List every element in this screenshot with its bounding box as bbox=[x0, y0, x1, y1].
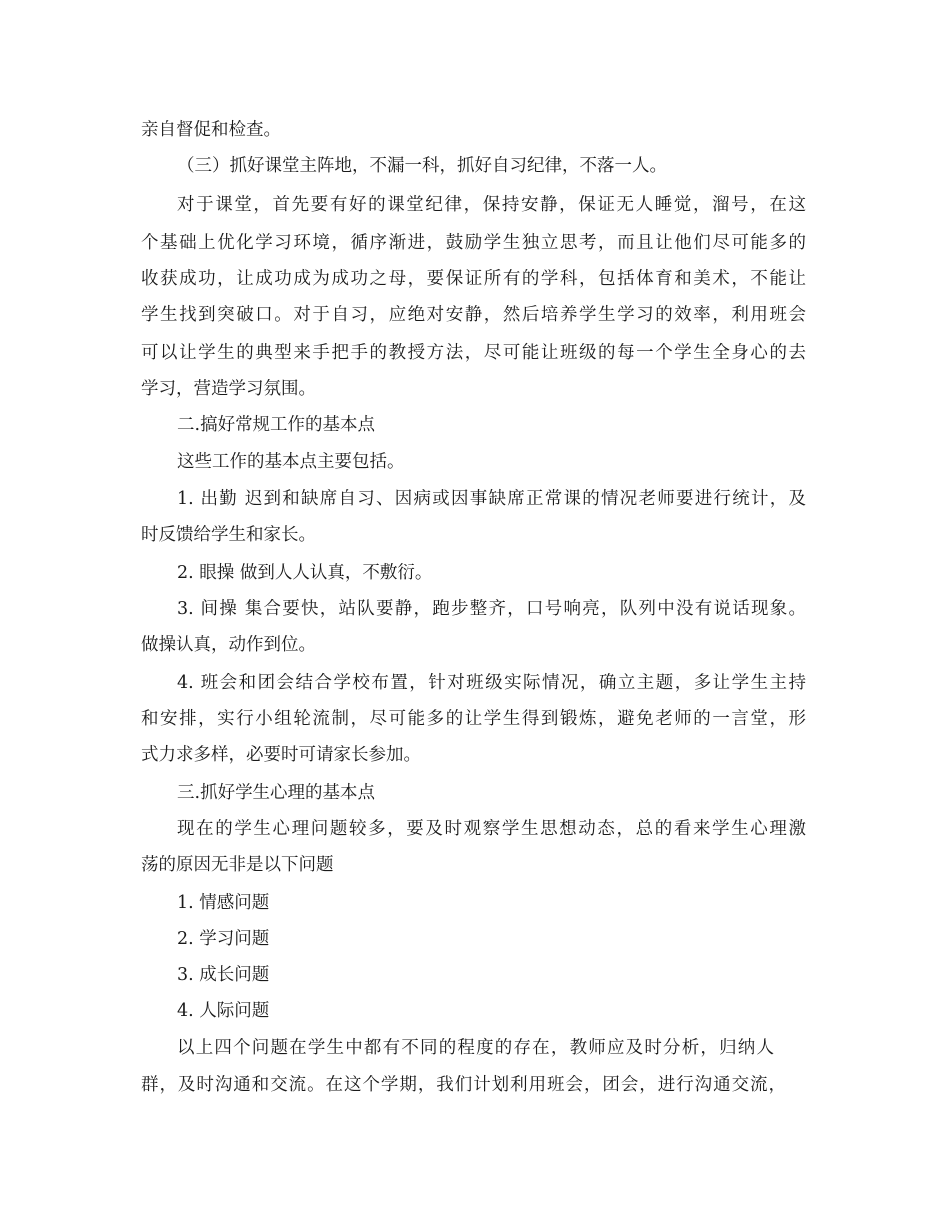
paragraph-line: 现在的学生心理问题较多，要及时观察学生思想动态，总的看来学生心理激 bbox=[177, 819, 806, 839]
paragraph-line: 做操认真，动作到位。 bbox=[141, 635, 316, 655]
paragraph-line: 对于课堂，首先要有好的课堂纪律，保持安静，保证无人睡觉，溜号，在这 bbox=[177, 195, 806, 215]
list-item: 1. 出勤 迟到和缺席自习、因病或因事缺席正常课的情况老师要进行统计，及 bbox=[177, 489, 806, 509]
list-item: 2. 眼操 做到人人认真，不敷衍。 bbox=[177, 563, 433, 583]
section-heading: 三.抓好学生心理的基本点 bbox=[177, 783, 376, 803]
paragraph-line: 学习，营造学习氛围。 bbox=[141, 379, 316, 399]
list-item: 3. 间操 集合要快，站队要静，跑步整齐，口号响亮，队列中没有说话现象。 bbox=[177, 599, 806, 619]
list-item: 3. 成长问题 bbox=[177, 965, 270, 985]
paragraph-line: 个基础上优化学习环境，循序渐进，鼓励学生独立思考，而且让他们尽可能多的 bbox=[141, 233, 806, 253]
paragraph-line: 学生找到突破口。对于自习，应绝对安静，然后培养学生学习的效率，利用班会 bbox=[141, 305, 806, 325]
paragraph-line: 亲自督促和检查。 bbox=[141, 120, 281, 140]
paragraph-line: 荡的原因无非是以下问题 bbox=[141, 855, 334, 875]
paragraph-line: 群，及时沟通和交流。在这个学期，我们计划利用班会，团会，进行沟通交流， bbox=[141, 1075, 786, 1095]
list-item: 2. 学习问题 bbox=[177, 929, 270, 949]
paragraph-line: 收获成功，让成功成为成功之母，要保证所有的学科，包括体育和美术，不能让 bbox=[141, 269, 806, 289]
paragraph-line: 时反馈给学生和家长。 bbox=[141, 525, 316, 545]
paragraph-line: 以上四个问题在学生中都有不同的程度的存在，教师应及时分析，归纳人 bbox=[177, 1038, 774, 1058]
list-item: 4. 人际问题 bbox=[177, 1001, 270, 1021]
list-item: 1. 情感问题 bbox=[177, 893, 270, 913]
section-heading: 二.搞好常规工作的基本点 bbox=[177, 415, 376, 435]
paragraph-line: 可以让学生的典型来手把手的教授方法，尽可能让班级的每一个学生全身心的去 bbox=[141, 343, 806, 363]
paragraph-line: 式力求多样，必要时可请家长参加。 bbox=[141, 745, 421, 765]
paragraph-line: 和安排，实行小组轮流制，尽可能多的让学生得到锻炼，避免老师的一言堂，形 bbox=[141, 709, 806, 729]
list-item: 4. 班会和团会结合学校布置，针对班级实际情况，确立主题，多让学生主持 bbox=[177, 673, 806, 693]
section-heading: （三）抓好课堂主阵地，不漏一科，抓好自习纪律，不落一人。 bbox=[177, 156, 667, 176]
paragraph-line: 这些工作的基本点主要包括。 bbox=[177, 452, 405, 472]
